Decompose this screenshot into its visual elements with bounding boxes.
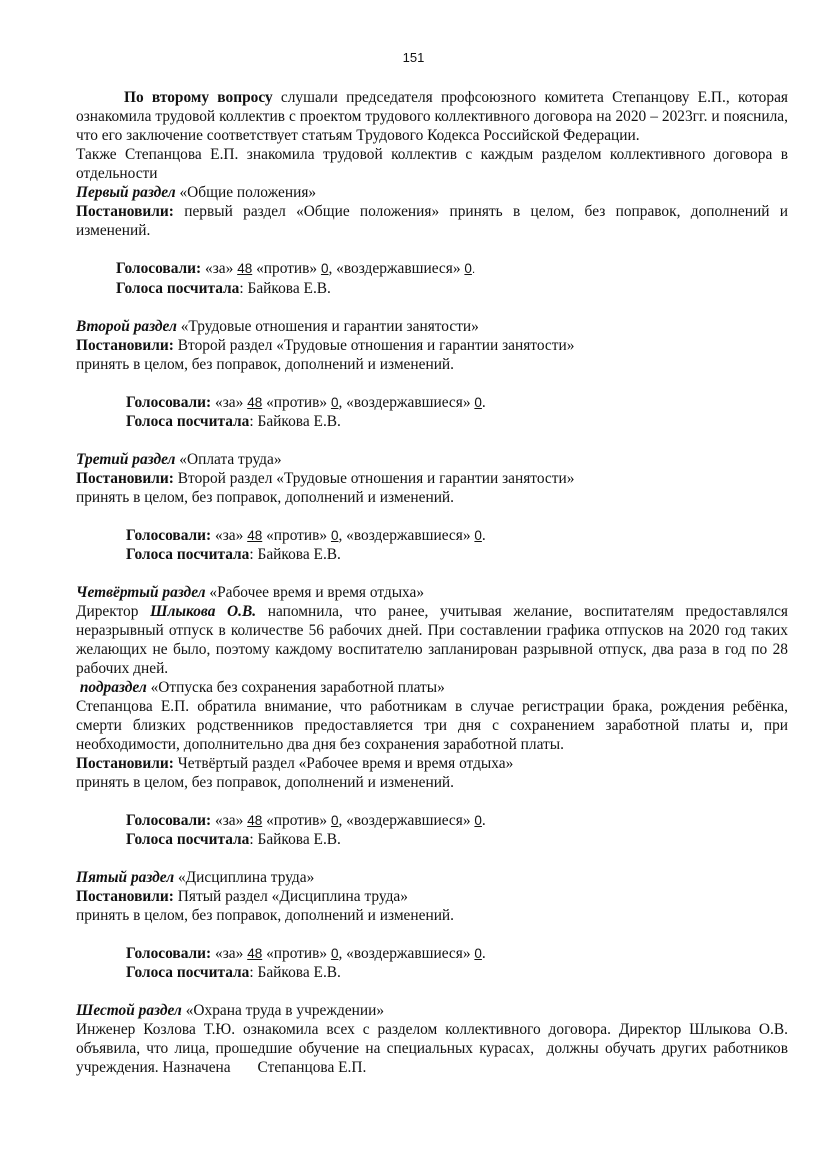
question-two-paragraph: По второму вопросу слушали председателя профсоюзного комитета Степанцову Е.П., которая ознакомила трудовой коллектив с проектом трудового коллективного договора на 2020 – 2023гг. и пояснила, что его заключение соответствует статьям Трудового Кодекса Российской Федерации. xyxy=(76,89,788,144)
section-1-heading: Первый раздел «Общие положения» xyxy=(76,184,317,201)
section-3-vote: Голосовали: «за» 48 «против» 0, «воздержавшиеся» 0. xyxy=(126,527,486,544)
section-3-resolution: Постановили: Второй раздел «Трудовые отношения и гарантии занятости» xyxy=(76,470,575,487)
section-5-counter: Голоса посчитала: Байкова Е.В. xyxy=(126,964,341,981)
section-2-counter: Голоса посчитала: Байкова Е.В. xyxy=(126,413,341,430)
section-5-accept: принять в целом, без поправок, дополнений и изменений. xyxy=(76,907,455,924)
section-6-paragraph: Инженер Козлова Т.Ю. ознакомила всех с разделом коллективного договора. Директор Шлыкова О.В. объявила, что лица, прошедшие обучение на специальных курасах, должны обучать других работников учреждения. Назначена Степанцова Е.П. xyxy=(76,1021,792,1076)
section-4-director-paragraph: Директор Шлыкова О.В. напомнила, что ранее, учитывая желание, воспитателям предоставлялся неразрывный отпуск в количестве 56 рабочих дней. При составлении графика отпусков на 2020 год таких желающих не было, поэтому каждому воспитателю запланирован разрывной отпуск, два раза в год по 28 рабочих дней. xyxy=(76,603,788,677)
section-3-heading: Третий раздел «Оплата труда» xyxy=(76,451,282,468)
subsection-paragraph: Степанцова Е.П. обратила внимание, что работникам в случае регистрации брака, рождения ребёнка, смерти близких родственников предоставляется три дня с сохранением заработной платы и, при необходимости, дополнительно два дня без сохранения заработной платы. xyxy=(76,698,788,753)
document-body xyxy=(76,88,792,1077)
section-1-vote: Голосовали: «за» 48 «против» 0, «воздержавшиеся» 0. xyxy=(116,260,476,277)
also-paragraph: Также Степанцова Е.П. знакомила трудовой коллектив с каждым разделом коллективного договора в отдельности xyxy=(76,146,788,182)
subsection-heading: подраздел «Отпуска без сохранения заработной платы» xyxy=(79,679,445,696)
section-2-resolution: Постановили: Второй раздел «Трудовые отношения и гарантии занятости» xyxy=(76,337,575,354)
section-1-resolution: Постановили: первый раздел «Общие положения» принять в целом, без поправок, дополнений и изменений. xyxy=(76,203,788,239)
section-4-heading: Четвёртый раздел «Рабочее время и время отдыха» xyxy=(76,584,425,601)
section-4-accept: принять в целом, без поправок, дополнений и изменений. xyxy=(76,774,455,791)
section-3-accept: принять в целом, без поправок, дополнений и изменений. xyxy=(76,489,455,506)
section-1-counter: Голоса посчитала: Байкова Е.В. xyxy=(116,280,331,297)
page-number: 151 xyxy=(402,50,425,65)
section-2-vote: Голосовали: «за» 48 «против» 0, «воздержавшиеся» 0. xyxy=(126,394,486,411)
section-5-heading: Пятый раздел «Дисциплина труда» xyxy=(76,869,315,886)
section-4-vote: Голосовали: «за» 48 «против» 0, «воздержавшиеся» 0. xyxy=(126,812,486,829)
section-3-counter: Голоса посчитала: Байкова Е.В. xyxy=(126,546,341,563)
section-2-heading: Второй раздел «Трудовые отношения и гарантии занятости» xyxy=(76,318,479,335)
section-4-resolution: Постановили: Четвёртый раздел «Рабочее время и время отдыха» xyxy=(76,755,514,772)
section-4-counter: Голоса посчитала: Байкова Е.В. xyxy=(126,831,341,848)
section-2-accept: принять в целом, без поправок, дополнений и изменений. xyxy=(76,356,455,373)
section-5-resolution: Постановили: Пятый раздел «Дисциплина труда» xyxy=(76,888,408,905)
section-5-vote: Голосовали: «за» 48 «против» 0, «воздержавшиеся» 0. xyxy=(126,945,486,962)
section-6-heading: Шестой раздел «Охрана труда в учреждении» xyxy=(76,1002,385,1019)
question-two-lead: По второму вопросу xyxy=(124,89,273,106)
